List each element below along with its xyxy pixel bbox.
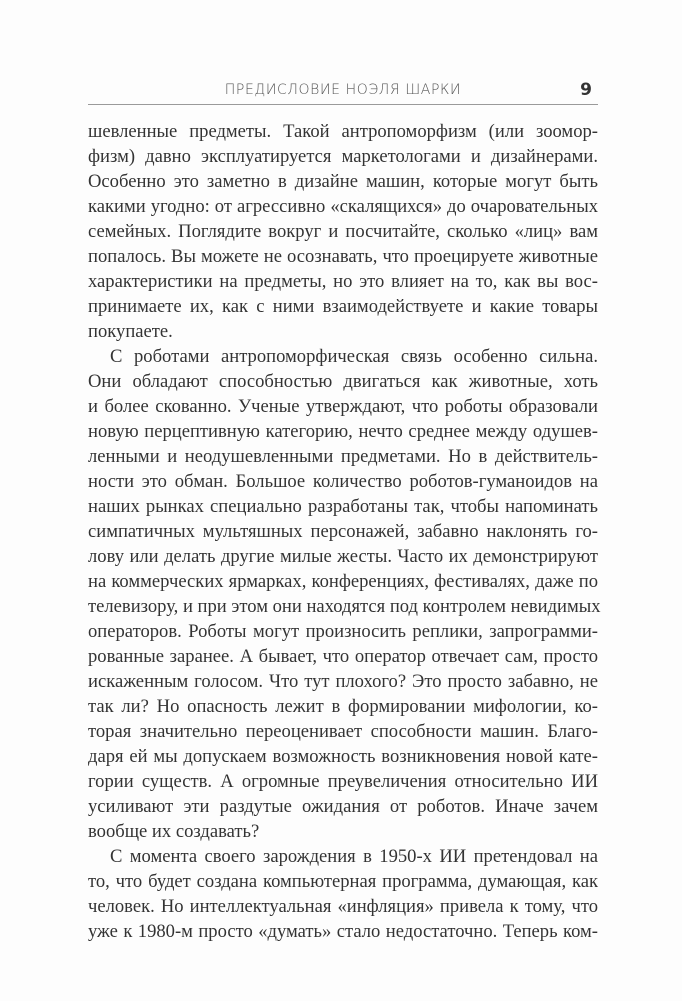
text-line: даря ей мы допускаем возможность возникновения новой кате- xyxy=(88,746,598,767)
text-line: Они обладают способностью двигаться как животные, хоть xyxy=(88,371,598,392)
text-line: то, что будет создана компьютерная программа, думающая, как xyxy=(88,871,598,892)
text-line: новую перцептивную категорию, нечто среднее между одушев- xyxy=(88,421,598,442)
text-line: семейных. Поглядите вокруг и посчитайте, сколько «лиц» вам xyxy=(88,221,598,242)
page-number: 9 xyxy=(580,80,592,100)
text-line: попалось. Вы можете не осознавать, что проецируете животные xyxy=(88,246,598,267)
running-header xyxy=(88,80,598,105)
text-line: так ли? Но опасность лежит в формировании мифологии, ко- xyxy=(88,696,598,717)
text-line: лову или делать другие милые жесты. Часто их демонстрируют xyxy=(88,546,598,567)
text-line: С роботами антропоморфическая связь особенно сильна. xyxy=(110,346,598,367)
text-line: ленными и неодушевленными предметами. Но в действитель- xyxy=(88,446,598,467)
text-line: человек. Но интеллектуальная «инфляция» привела к тому, что xyxy=(88,896,598,917)
text-line: Особенно это заметно в дизайне машин, которые могут быть xyxy=(88,171,598,192)
text-line: какими угодно: от агрессивно «скалящихся» до очаровательных xyxy=(88,196,598,217)
text-line: и более скованно. Ученые утверждают, что роботы образовали xyxy=(88,396,598,417)
text-line: шевленные предметы. Такой антропоморфизм (или зоомор- xyxy=(88,121,598,142)
text-line: усиливают эти раздутые ожидания от роботов. Иначе зачем xyxy=(88,796,598,817)
text-line: принимаете их, как с ними взаимодействуете и какие товары xyxy=(88,296,598,317)
text-line: физм) давно эксплуатируется маркетологами и дизайнерами. xyxy=(88,146,598,167)
text-line: характеристики на предметы, но это влияет на то, как вы вос- xyxy=(88,271,598,292)
text-line: операторов. Роботы могут произносить реплики, запрограмми- xyxy=(88,621,598,642)
text-line: С момента своего зарождения в 1950-х ИИ претендовал на xyxy=(110,846,598,867)
text-line: симпатичных мультяшных персонажей, забавно наклонять го- xyxy=(88,521,598,542)
paragraph xyxy=(88,119,598,344)
paragraph xyxy=(88,844,598,944)
body-text xyxy=(88,119,601,944)
text-line: гории существ. А огромные преувеличения относительно ИИ xyxy=(88,771,598,792)
text-line: телевизору, и при этом они находятся под контролем невидимых xyxy=(88,596,601,617)
text-line: ности это обман. Большое количество роботов-гуманоидов на xyxy=(88,471,598,492)
text-line: уже к 1980-м просто «думать» стало недостаточно. Теперь ком- xyxy=(88,921,598,942)
text-line: торая значительно переоценивает способности машин. Благо- xyxy=(88,721,598,742)
running-title: ПРЕДИСЛОВИЕ НОЭЛЯ ШАРКИ xyxy=(224,82,462,98)
text-line: рованные заранее. А бывает, что оператор отвечает сам, просто xyxy=(88,646,598,667)
paragraph xyxy=(88,344,601,844)
text-line: наших рынках специально разработаны так, чтобы напоминать xyxy=(88,496,598,517)
text-line: на коммерческих ярмарках, конференциях, фестивалях, даже по xyxy=(88,571,598,592)
text-line: искаженным голосом. Что тут плохого? Это просто забавно, не xyxy=(88,671,598,692)
text-line: вообще их создавать? xyxy=(88,821,260,842)
text-line: покупаете. xyxy=(88,321,173,342)
